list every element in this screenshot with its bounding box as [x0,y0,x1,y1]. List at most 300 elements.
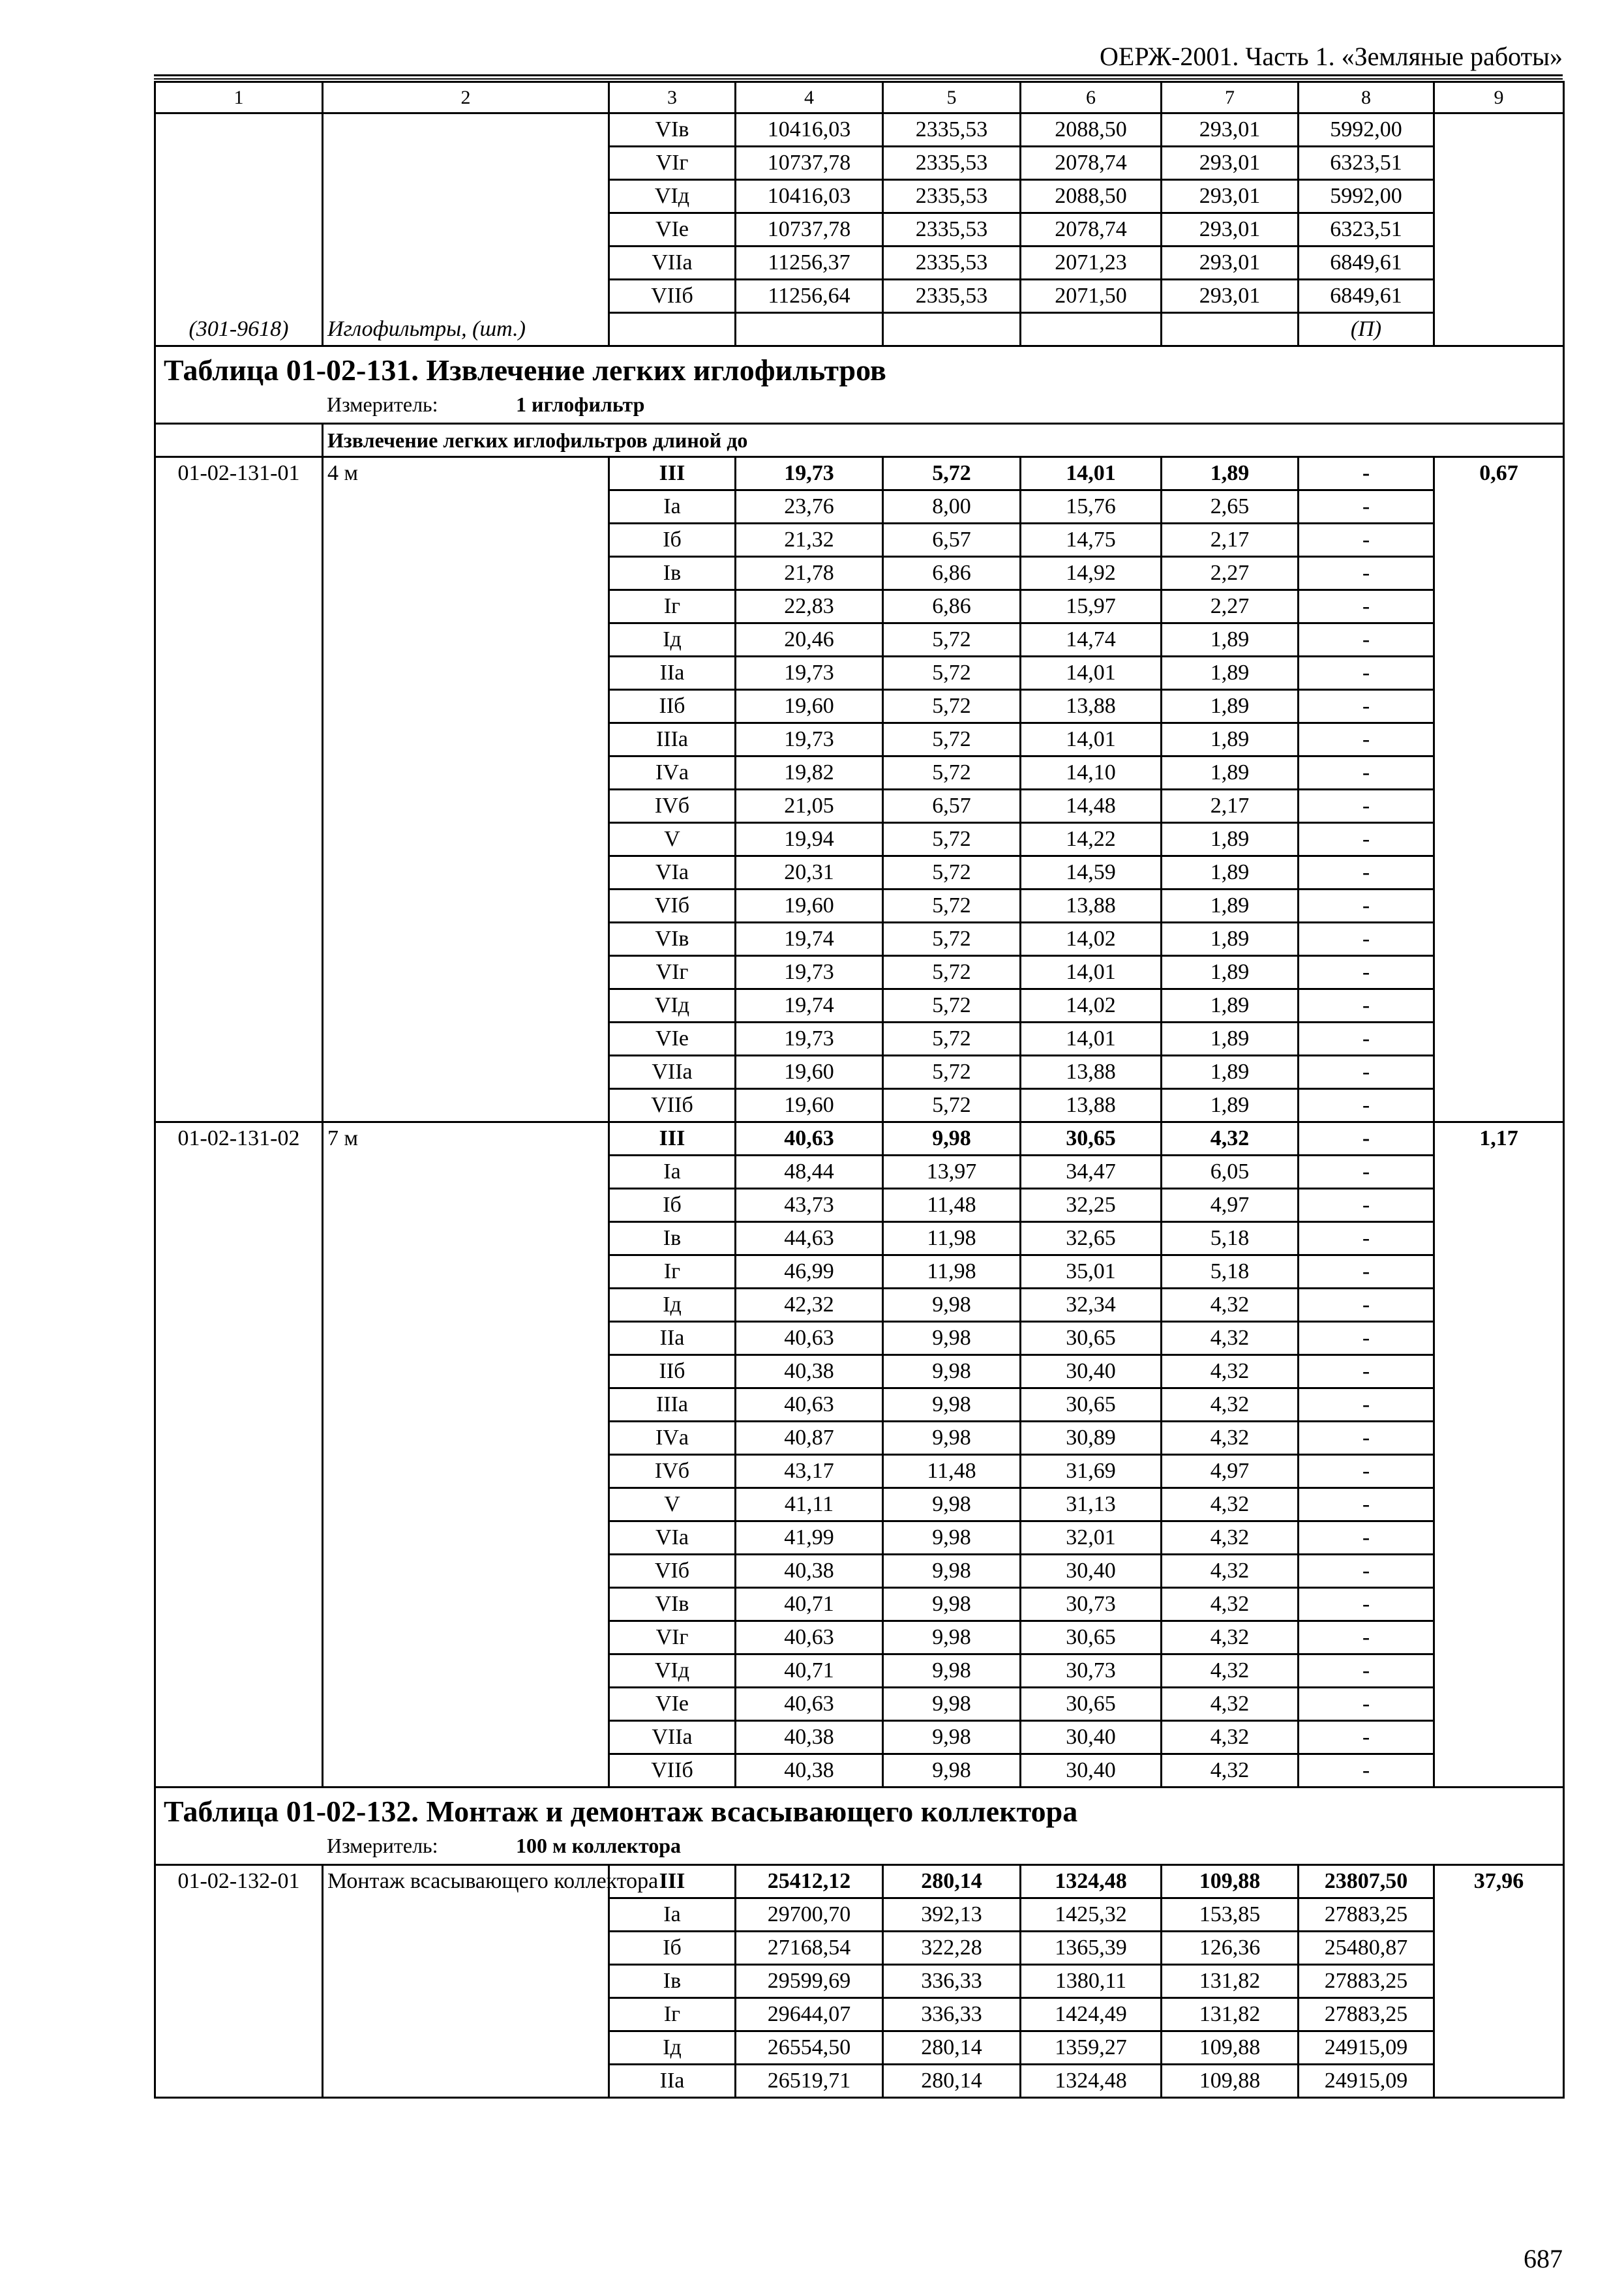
subheading-row [155,424,1564,457]
zone-cell: VIIб [609,1754,736,1788]
value-cell: 27883,25 [1299,1965,1434,1998]
value-cell: 30,89 [1021,1422,1162,1455]
value-cell: - [1299,490,1434,524]
value-cell: 6,05 [1162,1156,1299,1189]
value-cell: 22,83 [736,590,883,623]
value-cell: 30,65 [1021,1388,1162,1422]
value-cell: 6,86 [883,590,1021,623]
value-cell: 5992,00 [1299,180,1434,213]
value-cell: 30,40 [1021,1555,1162,1588]
value-cell: 20,46 [736,623,883,657]
value-cell: 6849,61 [1299,280,1434,313]
zone-cell: Iв [609,1222,736,1255]
value-cell: - [1299,1222,1434,1255]
value-cell: 2335,53 [883,113,1021,147]
resource-name [323,113,609,346]
value-cell: 131,82 [1162,1998,1299,2031]
value-cell: 9,98 [883,1654,1021,1688]
zone-cell: Iв [609,557,736,590]
value-cell: - [1299,690,1434,723]
column-number: 4 [736,82,883,113]
value-cell: 41,11 [736,1488,883,1521]
value-cell: 13,88 [1021,1056,1162,1089]
zone-cell: Iа [609,490,736,524]
value-cell: 9,98 [883,1688,1021,1721]
zone-cell: Iа [609,1898,736,1932]
zone-cell: Iа [609,1156,736,1189]
value-cell: 2335,53 [883,280,1021,313]
value-cell: 1,89 [1162,756,1299,790]
value-cell: 6,57 [883,790,1021,823]
zone-cell: VIб [609,1555,736,1588]
value-cell: 109,88 [1162,1865,1299,1898]
value-cell: 5,72 [883,956,1021,989]
value-cell: 10416,03 [736,113,883,147]
value-cell: 4,32 [1162,1289,1299,1322]
zone-cell: Iг [609,1255,736,1289]
unit-value: 1 иглофильтр [516,393,645,416]
value-cell: - [1299,923,1434,956]
value-cell: 5,72 [883,657,1021,690]
zone-cell: VIIб [609,1089,736,1122]
zone-cell: VIе [609,1023,736,1056]
table-row [155,457,1564,490]
value-cell: 15,97 [1021,590,1162,623]
value-cell: - [1299,890,1434,923]
value-cell: - [1299,790,1434,823]
labor-cost-cell: 37,96 [1434,1865,1564,2098]
zone-cell: IVб [609,1455,736,1488]
value-cell: 6323,51 [1299,213,1434,247]
value-cell: 14,59 [1021,856,1162,890]
table-title: Таблица 01-02-132. Монтаж и демонтаж всасывающего коллектора [164,1795,1078,1828]
value-cell: 1,89 [1162,457,1299,490]
value-cell: 1,89 [1162,989,1299,1023]
value-cell: 11256,37 [736,247,883,280]
zone-cell: VIв [609,1588,736,1621]
value-cell: 30,40 [1021,1754,1162,1788]
value-cell: 6323,51 [1299,147,1434,180]
zone-cell: IIа [609,1322,736,1355]
value-cell: 15,76 [1021,490,1162,524]
table-row [155,113,1564,147]
value-cell: 14,10 [1021,756,1162,790]
value-cell: 9,98 [883,1422,1021,1455]
value-cell: - [1299,1023,1434,1056]
value-cell: 1359,27 [1021,2031,1162,2065]
value-cell: 4,97 [1162,1455,1299,1488]
value-cell: 9,98 [883,1588,1021,1621]
table-row [155,1122,1564,1156]
header-rule [154,74,1563,76]
value-cell: - [1299,623,1434,657]
unit-line [164,390,1555,419]
column-number-row [155,82,1564,113]
value-cell: - [1299,1455,1434,1488]
value-cell: 4,32 [1162,1488,1299,1521]
column-number: 8 [1299,82,1434,113]
zone-cell: VIб [609,890,736,923]
unit-label: Измеритель: [327,393,438,416]
table-body [155,82,1564,2098]
table-row [155,1865,1564,1898]
value-cell: 1,89 [1162,690,1299,723]
value-cell: 13,88 [1021,690,1162,723]
zone-cell: VIд [609,1654,736,1688]
value-cell: 19,60 [736,690,883,723]
value-cell: - [1299,1754,1434,1788]
zone-cell: VIIа [609,1056,736,1089]
value-cell: - [1299,823,1434,856]
value-cell: 2,27 [1162,557,1299,590]
zone-cell: VIв [609,113,736,147]
value-cell: 4,32 [1162,1322,1299,1355]
value-cell: 4,32 [1162,1555,1299,1588]
zone-cell: Iг [609,590,736,623]
value-cell: 1,89 [1162,923,1299,956]
value-cell: 9,98 [883,1388,1021,1422]
value-cell: 5,72 [883,856,1021,890]
value-cell: 30,65 [1021,1322,1162,1355]
value-cell: 40,63 [736,1621,883,1654]
zone-cell: IIIа [609,723,736,756]
value-cell: 19,60 [736,1089,883,1122]
value-cell: 5,72 [883,890,1021,923]
value-cell: 5,72 [883,1056,1021,1089]
value-cell: 1,89 [1162,657,1299,690]
value-cell: 11,48 [883,1189,1021,1222]
value-cell: 6849,61 [1299,247,1434,280]
column-number: 2 [323,82,609,113]
value-cell: 46,99 [736,1255,883,1289]
unit-label: Измеритель: [327,1834,438,1857]
value-cell: 14,01 [1021,1023,1162,1056]
value-cell: 14,48 [1021,790,1162,823]
zone-cell: IVа [609,756,736,790]
value-cell: - [1299,1654,1434,1688]
value-cell: 11,98 [883,1222,1021,1255]
value-cell: - [1299,1089,1434,1122]
value-cell: 4,97 [1162,1189,1299,1222]
zone-cell: VIа [609,856,736,890]
value-cell: 20,31 [736,856,883,890]
value-cell: 9,98 [883,1555,1021,1588]
value-cell: 1324,48 [1021,1865,1162,1898]
value-cell: 2,65 [1162,490,1299,524]
table-title-cell [155,1788,1564,1865]
value-cell: 14,75 [1021,524,1162,557]
value-cell: 2088,50 [1021,113,1162,147]
value-cell: 25480,87 [1299,1932,1434,1965]
value-cell: - [1299,1422,1434,1455]
value-cell: 40,38 [736,1721,883,1754]
zone-cell: VIг [609,147,736,180]
value-cell: 2335,53 [883,247,1021,280]
value-cell: 153,85 [1162,1898,1299,1932]
item-code: 01-02-132-01 [155,1865,323,2098]
zone-cell: VIе [609,1688,736,1721]
value-cell: 40,87 [736,1422,883,1455]
value-cell: 1,89 [1162,823,1299,856]
value-cell: 27883,25 [1299,1998,1434,2031]
value-cell: 2078,74 [1021,213,1162,247]
value-cell: 35,01 [1021,1255,1162,1289]
value-cell: 1,89 [1162,623,1299,657]
value-cell: - [1299,1355,1434,1388]
value-cell: - [1299,1488,1434,1521]
zone-cell: IIа [609,657,736,690]
value-cell: 14,01 [1021,657,1162,690]
zone-cell: IVа [609,1422,736,1455]
value-cell: 40,63 [736,1122,883,1156]
value-cell: 31,69 [1021,1455,1162,1488]
value-cell: 32,34 [1021,1289,1162,1322]
value-cell: - [1299,1688,1434,1721]
zone-cell: Iб [609,1932,736,1965]
zone-cell: VIг [609,956,736,989]
value-cell: 40,63 [736,1322,883,1355]
value-cell: 9,98 [883,1355,1021,1388]
value-cell: 109,88 [1162,2065,1299,2098]
value-cell: 1365,39 [1021,1932,1162,1965]
value-cell: 1,89 [1162,856,1299,890]
zone-cell: Iг [609,1998,736,2031]
value-cell: 48,44 [736,1156,883,1189]
item-name: Монтаж всасывающего коллектора [323,1865,609,2098]
value-cell: 10737,78 [736,147,883,180]
value-cell: 126,36 [1162,1932,1299,1965]
labor-cost-cell: 0,67 [1434,457,1564,1122]
zone-cell: III [609,1865,736,1898]
value-cell: 2,17 [1162,790,1299,823]
value-cell: - [1299,1156,1434,1189]
value-cell: 9,98 [883,1289,1021,1322]
value-cell: 19,74 [736,923,883,956]
value-cell: - [1299,457,1434,490]
value-cell: 24915,09 [1299,2065,1434,2098]
value-cell: 5,72 [883,1023,1021,1056]
value-cell: 5,72 [883,457,1021,490]
column-number: 9 [1434,82,1564,113]
value-cell: 280,14 [883,2065,1021,2098]
value-cell: 5,72 [883,756,1021,790]
value-cell: 4,32 [1162,1621,1299,1654]
value-cell: 1,89 [1162,956,1299,989]
value-cell: 280,14 [883,2031,1021,2065]
table-title: Таблица 01-02-131. Извлечение легких иглофильтров [164,353,886,387]
value-cell: 4,32 [1162,1721,1299,1754]
value-cell: 5,18 [1162,1222,1299,1255]
value-cell: 11,98 [883,1255,1021,1289]
value-cell: - [1299,956,1434,989]
value-cell: 5,72 [883,823,1021,856]
column-number: 6 [1021,82,1162,113]
value-cell: 40,71 [736,1588,883,1621]
value-cell: 9,98 [883,1322,1021,1355]
value-cell: 280,14 [883,1865,1021,1898]
empty-cell [883,313,1021,346]
value-cell: 2335,53 [883,213,1021,247]
value-cell: 5,18 [1162,1255,1299,1289]
value-cell: 1380,11 [1021,1965,1162,1998]
value-cell: 9,98 [883,1621,1021,1654]
item-code: 01-02-131-02 [155,1122,323,1788]
value-cell: 4,32 [1162,1355,1299,1388]
value-cell: 1,89 [1162,890,1299,923]
value-cell: 1324,48 [1021,2065,1162,2098]
value-cell: 392,13 [883,1898,1021,1932]
zone-cell: Iд [609,623,736,657]
value-cell: 30,73 [1021,1654,1162,1688]
value-cell: 4,32 [1162,1688,1299,1721]
zone-cell: V [609,823,736,856]
value-cell: 9,98 [883,1488,1021,1521]
value-cell: 293,01 [1162,180,1299,213]
value-cell: 2071,50 [1021,280,1162,313]
value-cell: 44,63 [736,1222,883,1255]
running-header: ОЕРЖ-2001. Часть 1. «Земляные работы» [1100,42,1563,71]
value-cell: 6,57 [883,524,1021,557]
value-cell: 42,32 [736,1289,883,1322]
empty-cell [1021,313,1162,346]
value-cell: 293,01 [1162,147,1299,180]
value-cell: - [1299,756,1434,790]
value-cell: 131,82 [1162,1965,1299,1998]
value-cell: 26554,50 [736,2031,883,2065]
column-number: 7 [1162,82,1299,113]
zone-cell: Iв [609,1965,736,1998]
value-cell: - [1299,1621,1434,1654]
column-number: 5 [883,82,1021,113]
zone-cell: V [609,1488,736,1521]
value-cell: 14,92 [1021,557,1162,590]
value-cell: 4,32 [1162,1422,1299,1455]
value-cell: 41,99 [736,1521,883,1555]
value-cell: 109,88 [1162,2031,1299,2065]
value-cell: - [1299,1388,1434,1422]
header-rule-thin [154,78,1563,80]
value-cell: 2335,53 [883,180,1021,213]
value-cell: - [1299,590,1434,623]
zone-cell: IIб [609,1355,736,1388]
value-cell: - [1299,657,1434,690]
value-cell: 30,40 [1021,1721,1162,1754]
value-cell: 5,72 [883,1089,1021,1122]
value-cell: 30,73 [1021,1588,1162,1621]
value-cell: 29644,07 [736,1998,883,2031]
item-code: 01-02-131-01 [155,457,323,1122]
item-name: 7 м [323,1122,609,1788]
zone-cell: IIIа [609,1388,736,1422]
value-cell: 30,65 [1021,1122,1162,1156]
value-cell: 14,74 [1021,623,1162,657]
empty-cell [1162,313,1299,346]
zone-cell: VIе [609,213,736,247]
value-cell: - [1299,1588,1434,1621]
zone-cell: VIа [609,1521,736,1555]
value-cell: 14,02 [1021,923,1162,956]
value-cell: 40,38 [736,1355,883,1388]
zone-cell: IIа [609,2065,736,2098]
value-cell: 293,01 [1162,280,1299,313]
value-cell: 32,25 [1021,1189,1162,1222]
unit-line [164,1831,1555,1860]
value-cell: 1,89 [1162,1023,1299,1056]
col9-cell [1434,113,1564,346]
resource-name-text: Иглофильтры, (шт.) [327,317,526,341]
value-cell: 2335,53 [883,147,1021,180]
value-cell: 293,01 [1162,247,1299,280]
page-number: 687 [1524,2244,1563,2273]
value-cell: 21,05 [736,790,883,823]
value-cell: 5,72 [883,723,1021,756]
zone-cell: VIд [609,180,736,213]
value-cell: 30,40 [1021,1355,1162,1388]
value-cell: 19,73 [736,1023,883,1056]
value-cell: 32,01 [1021,1521,1162,1555]
value-cell: 2,27 [1162,590,1299,623]
value-cell: - [1299,1122,1434,1156]
value-cell: 40,63 [736,1688,883,1721]
value-cell: - [1299,1721,1434,1754]
value-cell: 19,73 [736,956,883,989]
value-cell: 14,01 [1021,457,1162,490]
zone-cell: IVб [609,790,736,823]
value-cell: 2071,23 [1021,247,1162,280]
value-cell: - [1299,723,1434,756]
value-cell: 11256,64 [736,280,883,313]
value-cell: 19,94 [736,823,883,856]
value-cell: 27168,54 [736,1932,883,1965]
zone-cell: Iд [609,1289,736,1322]
value-cell: 9,98 [883,1721,1021,1754]
value-cell: - [1299,1555,1434,1588]
item-name: 4 м [323,457,609,1122]
value-cell: 14,02 [1021,989,1162,1023]
value-cell: 43,73 [736,1189,883,1222]
value-cell: 30,65 [1021,1688,1162,1721]
value-cell: 322,28 [883,1932,1021,1965]
empty-cell [736,313,883,346]
value-cell: 1424,49 [1021,1998,1162,2031]
value-cell: 30,65 [1021,1621,1162,1654]
value-cell: 40,63 [736,1388,883,1422]
value-cell: 4,32 [1162,1754,1299,1788]
table-title-row [155,346,1564,424]
value-cell: 27883,25 [1299,1898,1434,1932]
value-cell: 293,01 [1162,213,1299,247]
value-cell: - [1299,989,1434,1023]
value-cell: 9,98 [883,1521,1021,1555]
value-cell: 4,32 [1162,1654,1299,1688]
zone-cell: VIIа [609,1721,736,1754]
value-cell: 40,38 [736,1754,883,1788]
value-cell: 4,32 [1162,1122,1299,1156]
value-cell: 5992,00 [1299,113,1434,147]
value-cell: 43,17 [736,1455,883,1488]
value-cell: 19,73 [736,457,883,490]
labor-cost-cell: 1,17 [1434,1122,1564,1788]
value-cell: 26519,71 [736,2065,883,2098]
value-cell: 19,60 [736,890,883,923]
value-cell: 19,60 [736,1056,883,1089]
value-cell: 336,33 [883,1965,1021,1998]
empty-cell [609,313,736,346]
zone-cell: III [609,457,736,490]
resource-code-text: (301-9618) [188,317,289,341]
column-number: 3 [609,82,736,113]
value-cell: 4,32 [1162,1588,1299,1621]
